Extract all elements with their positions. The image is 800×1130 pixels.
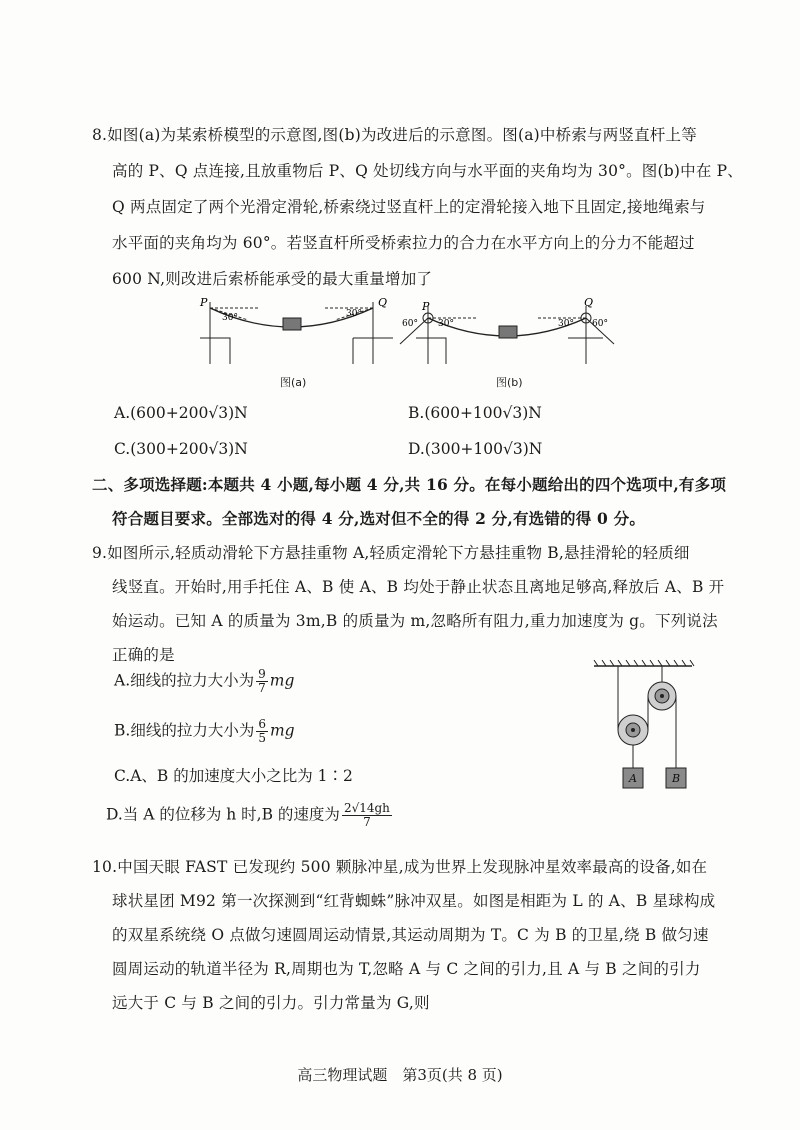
- pulley-figure: [590, 660, 700, 790]
- q9-line-3: 始运动。已知 A 的质量为 3m,B 的质量为 m,忽略所有阻力,重力加速度为 g。下列说法: [112, 612, 718, 630]
- q10-line-4: 圆周运动的轨道半径为 R,周期也为 T,忽略 A 与 C 之间的引力,且 A 与 B 之间的引力: [112, 960, 701, 978]
- section-2-line-1: 二、多项选择题:本题共 4 小题,每小题 4 分,共 16 分。在每小题给出的四个选项中,有多项: [92, 475, 727, 494]
- fig-a-label-p: P: [200, 296, 208, 309]
- fig-b-angle-60-left: 60°: [402, 319, 418, 329]
- q9-option-a-suffix: mg: [269, 671, 295, 690]
- q9-option-d-fraction: [342, 802, 392, 829]
- q8-line-5: 600 N,则改进后索桥能承受的最大重量增加了: [112, 270, 433, 288]
- fig-b-label-q: Q: [584, 296, 594, 309]
- q9-option-a-den: 7: [258, 681, 266, 695]
- weight-b-label: B: [672, 772, 681, 785]
- q8-option-c[interactable]: C.(300+200√3)N: [114, 440, 248, 458]
- q9-option-b[interactable]: [114, 718, 295, 745]
- weight-block-b: [499, 326, 517, 338]
- figure-b: [398, 296, 618, 368]
- q9-option-b-num: 6: [258, 717, 266, 731]
- fig-b-caption: 图(b): [496, 376, 523, 389]
- figure-a: [198, 296, 398, 368]
- fig-a-angle-right: 30°: [346, 309, 362, 319]
- fig-a-label-q: Q: [378, 296, 388, 309]
- fig-b-angle-30-left: 30°: [438, 319, 454, 329]
- q8-option-a[interactable]: A.(600+200√3)N: [114, 404, 248, 422]
- weight-a-label: A: [629, 772, 637, 785]
- q8-line-1: 8.如图(a)为某索桥模型的示意图,图(b)为改进后的示意图。图(a)中桥索与两竖直杆上等: [92, 126, 697, 144]
- q8-line-4: 水平面的夹角均为 60°。若竖直杆所受桥索拉力的合力在水平方向上的分力不能超过: [112, 234, 695, 252]
- q10-line-1: 10.中国天眼 FAST 已发现约 500 颗脉冲星,成为世界上发现脉冲星效率最高的设备,如在: [92, 858, 708, 876]
- section-2-line-2: 符合题目要求。全部选对的得 4 分,选对但不全的得 2 分,有选错的得 0 分。: [112, 509, 646, 528]
- q8-line-2: 高的 P、Q 点连接,且放重物后 P、Q 处切线方向与水平面的夹角均为 30°。图(b)中在 P、: [112, 162, 743, 180]
- q8-option-d[interactable]: D.(300+100√3)N: [408, 440, 543, 458]
- q10-line-3: 的双星系统绕 O 点做匀速圆周运动情景,其运动周期为 T。C 为 B 的卫星,绕 B 做匀速: [112, 926, 709, 944]
- q9-option-c[interactable]: C.A、B 的加速度大小之比为 1∶2: [114, 767, 353, 785]
- q9-option-a-prefix: A.细线的拉力大小为: [114, 671, 255, 690]
- q9-option-d-prefix: D.当 A 的位移为 h 时,B 的速度为: [106, 805, 340, 824]
- fig-a-angle-left: 30°: [222, 313, 238, 323]
- q9-option-d[interactable]: [106, 802, 394, 829]
- q10-line-5: 远大于 C 与 B 之间的引力。引力常量为 G,则: [112, 994, 430, 1012]
- page-footer: 高三物理试题 第3页(共 8 页): [297, 1066, 503, 1084]
- q9-option-d-num: 2√14gh: [343, 801, 390, 815]
- fig-b-angle-30-right: 30°: [558, 319, 574, 329]
- fig-a-caption: 图(a): [280, 376, 307, 389]
- q9-option-a-num: 9: [258, 667, 266, 681]
- q9-option-b-suffix: mg: [269, 721, 295, 740]
- weight-block-a: [283, 318, 301, 330]
- fig-b-angle-60-right: 60°: [592, 319, 608, 329]
- q9-option-b-fraction: [256, 718, 268, 745]
- q9-line-4: 正确的是: [112, 646, 175, 664]
- q9-option-a-fraction: [256, 668, 268, 695]
- q9-option-b-prefix: B.细线的拉力大小为: [114, 721, 255, 740]
- q8-line-3: Q 两点固定了两个光滑定滑轮,桥索绕过竖直杆上的定滑轮接入地下且固定,接地绳索与: [112, 198, 706, 216]
- fig-b-label-p: P: [422, 300, 430, 313]
- q9-line-2: 线竖直。开始时,用手托住 A、B 使 A、B 均处于静止状态且离地足够高,释放后 A、B 开: [112, 578, 725, 596]
- q9-option-d-den: 7: [363, 815, 371, 829]
- q9-option-b-den: 5: [258, 731, 266, 745]
- q9-line-1: 9.如图所示,轻质动滑轮下方悬挂重物 A,轻质定滑轮下方悬挂重物 B,悬挂滑轮的轻质细: [92, 544, 690, 562]
- q8-option-b[interactable]: B.(600+100√3)N: [408, 404, 542, 422]
- q10-line-2: 球状星团 M92 第一次探测到“红背蜘蛛”脉冲双星。如图是相距为 L 的 A、B 星球构成: [112, 892, 716, 910]
- q9-option-a[interactable]: [114, 668, 294, 695]
